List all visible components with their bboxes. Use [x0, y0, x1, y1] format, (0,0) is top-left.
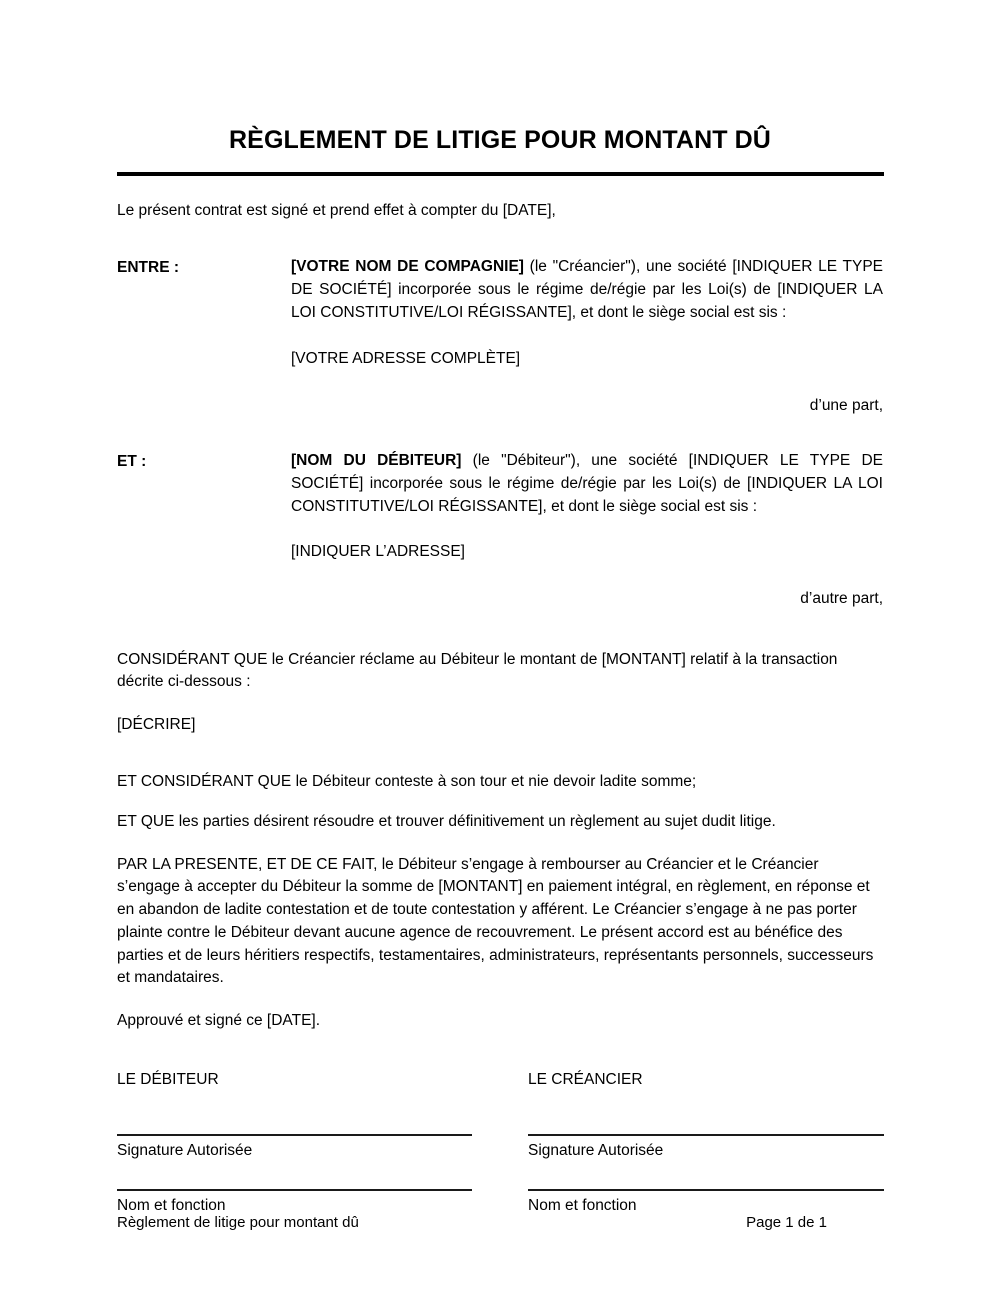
signature-row — [117, 1134, 883, 1162]
footer-page-number: Page 1 de 1 — [746, 1214, 827, 1231]
agreement-paragraph: PAR LA PRESENTE, ET DE CE FAIT, le Débiteur s’engage à rembourser au Créancier et le Créancier s’engage à accepter du Débiteur la somme de [MONTANT] en paiement intégral, en règlement, en réponse et en abandon de ladite contestation et de toute contestation y afférent. Le Créancier s’engage à ne pas porter plainte contre le Débiteur devant aucune agence de recouvrement. Le présent accord est au bénéfice des parties et de leurs héritiers respectifs, testamentaires, administrateurs, représentants personnels, successeurs et mandataires. — [117, 855, 874, 987]
recital-describe-placeholder: [DÉCRIRE] — [117, 716, 196, 734]
party-label-entre: ENTRE : — [117, 259, 179, 277]
creditor-address-placeholder: [VOTRE ADRESSE COMPLÈTE] — [291, 349, 521, 367]
signature-line — [117, 1189, 472, 1191]
debtor-description: (le "Débiteur"), une société [INDIQUER LE TYPE DE SOCIÉTÉ] incorporée sous le régime de/régie par les Loi(s) de [INDIQUER LA LOI CONSTITUTIVE/LOI RÉGISSANTE], et dont le siège social est sis : — [291, 452, 883, 515]
signature-field-debtor-signature[interactable] — [117, 1134, 528, 1162]
party-body-debtor — [291, 450, 883, 564]
party-label-et: ET : — [117, 453, 147, 471]
recital-dispute: ET CONSIDÉRANT QUE le Débiteur conteste à son tour et nie devoir ladite somme; — [117, 773, 697, 790]
signature-line — [528, 1134, 884, 1136]
signature-heading-creditor: LE CRÉANCIER — [528, 1071, 643, 1089]
creditor-description: (le "Créancier"), une société [INDIQUER LE TYPE DE SOCIÉTÉ] incorporée sous le régime de/régie par les Loi(s) de [INDIQUER LA LOI CONSTITUTIVE/LOI RÉGISSANTE], et dont le siège social est sis : — [291, 258, 883, 322]
approval-line: Approuvé et signé ce [DATE]. — [117, 1012, 321, 1030]
signature-field-creditor-signature[interactable] — [528, 1134, 884, 1162]
page-footer — [117, 1212, 883, 1233]
signature-caption: Signature Autorisée — [528, 1141, 664, 1159]
signature-line — [117, 1134, 472, 1136]
party-block-creditor — [117, 256, 883, 370]
signature-headings — [117, 1069, 883, 1091]
creditor-name-placeholder: [VOTRE NOM DE COMPAGNIE] — [291, 258, 524, 276]
recital-claim: CONSIDÉRANT QUE le Créancier réclame au Débiteur le montant de [MONTANT] relatif à la transaction décrite ci-dessous : — [117, 650, 838, 691]
signature-caption: Signature Autorisée — [117, 1141, 253, 1159]
party-body-creditor — [291, 256, 883, 370]
creditor-part-label: d’une part, — [809, 396, 883, 414]
party-block-debtor — [117, 450, 883, 564]
page-title: RÈGLEMENT DE LITIGE POUR MONTANT DÛ — [229, 126, 771, 154]
debtor-name-placeholder: [NOM DU DÉBITEUR] — [291, 452, 462, 470]
signature-caption: Nom et fonction — [528, 1196, 637, 1214]
signature-rows — [117, 1134, 883, 1218]
signature-line — [528, 1189, 884, 1191]
title-divider — [117, 172, 884, 176]
footer-document-name: Règlement de litige pour montant dû — [117, 1214, 359, 1231]
signature-heading-debtor: LE DÉBITEUR — [117, 1071, 219, 1089]
debtor-part-label: d’autre part, — [800, 590, 883, 608]
recital-settle: ET QUE les parties désirent résoudre et trouver définitivement un règlement au sujet dudit litige. — [117, 812, 776, 830]
signature-caption: Nom et fonction — [117, 1196, 226, 1214]
debtor-address-placeholder: [INDIQUER L’ADRESSE] — [291, 543, 465, 561]
intro-paragraph: Le présent contrat est signé et prend effet à compter du [DATE], — [117, 202, 556, 219]
